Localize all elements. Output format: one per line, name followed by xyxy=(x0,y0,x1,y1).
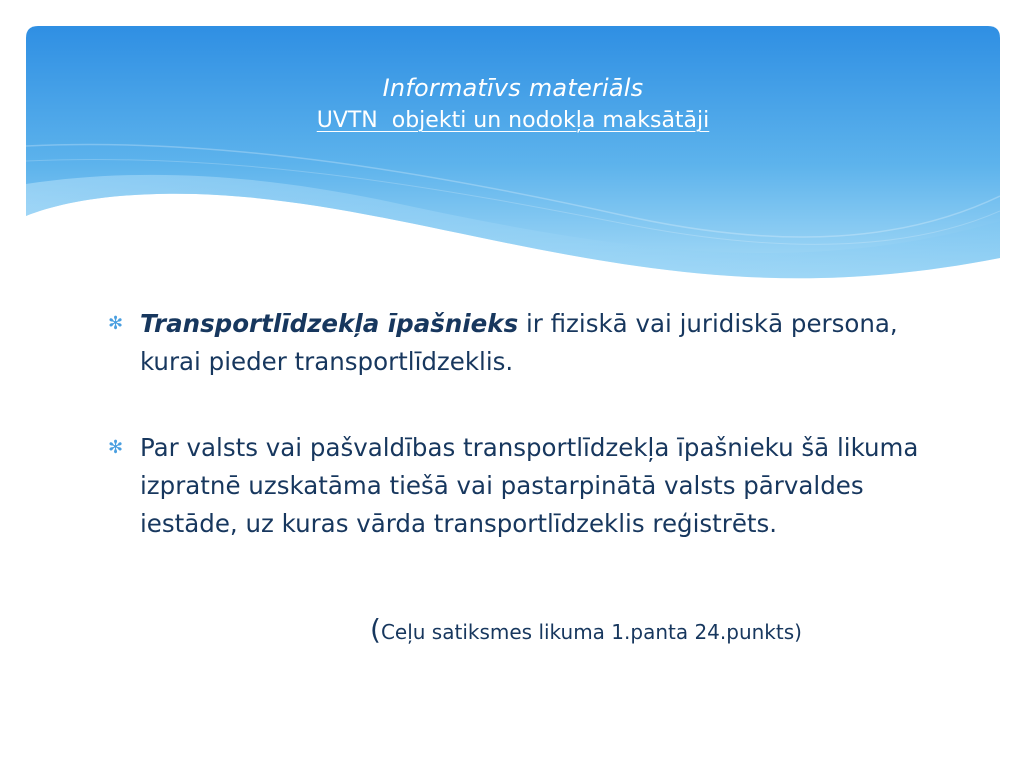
bullet-item-owner-definition xyxy=(108,305,938,381)
citation-close-paren: ) xyxy=(794,620,802,644)
bullet-term: Transportlīdzekļa īpašnieks xyxy=(140,309,519,338)
bullet-text: Par valsts vai pašvaldības transportlīdzekļa īpašnieku šā likuma izpratnē uzskatāma tiešā vai pastarpinātā valsts pārvaldes iestāde, uz kuras vārda transportlīdzeklis reģistrēts. xyxy=(140,433,919,538)
banner-wave-graphic xyxy=(26,26,1000,288)
citation-text: Ceļu satiksmes likuma 1.panta 24.punkts xyxy=(380,620,795,644)
slide-title xyxy=(26,70,1000,136)
title-subheading-link[interactable]: UVTN objekti un nodokļa maksātāji xyxy=(316,108,710,133)
asterisk-bullet-icon: ✻ xyxy=(108,313,124,334)
title-heading: Informatīvs materiāls xyxy=(382,74,644,102)
bullet-list xyxy=(108,305,938,543)
bullet-item-state-owner xyxy=(108,429,938,543)
header-banner xyxy=(26,26,1000,288)
bullet-text: ir fiziskā vai juridiskā persona, kurai pieder transportlīdzeklis. xyxy=(140,309,898,376)
citation-open-paren: ( xyxy=(370,613,381,646)
law-citation xyxy=(370,612,802,650)
asterisk-bullet-icon: ✻ xyxy=(108,437,124,458)
